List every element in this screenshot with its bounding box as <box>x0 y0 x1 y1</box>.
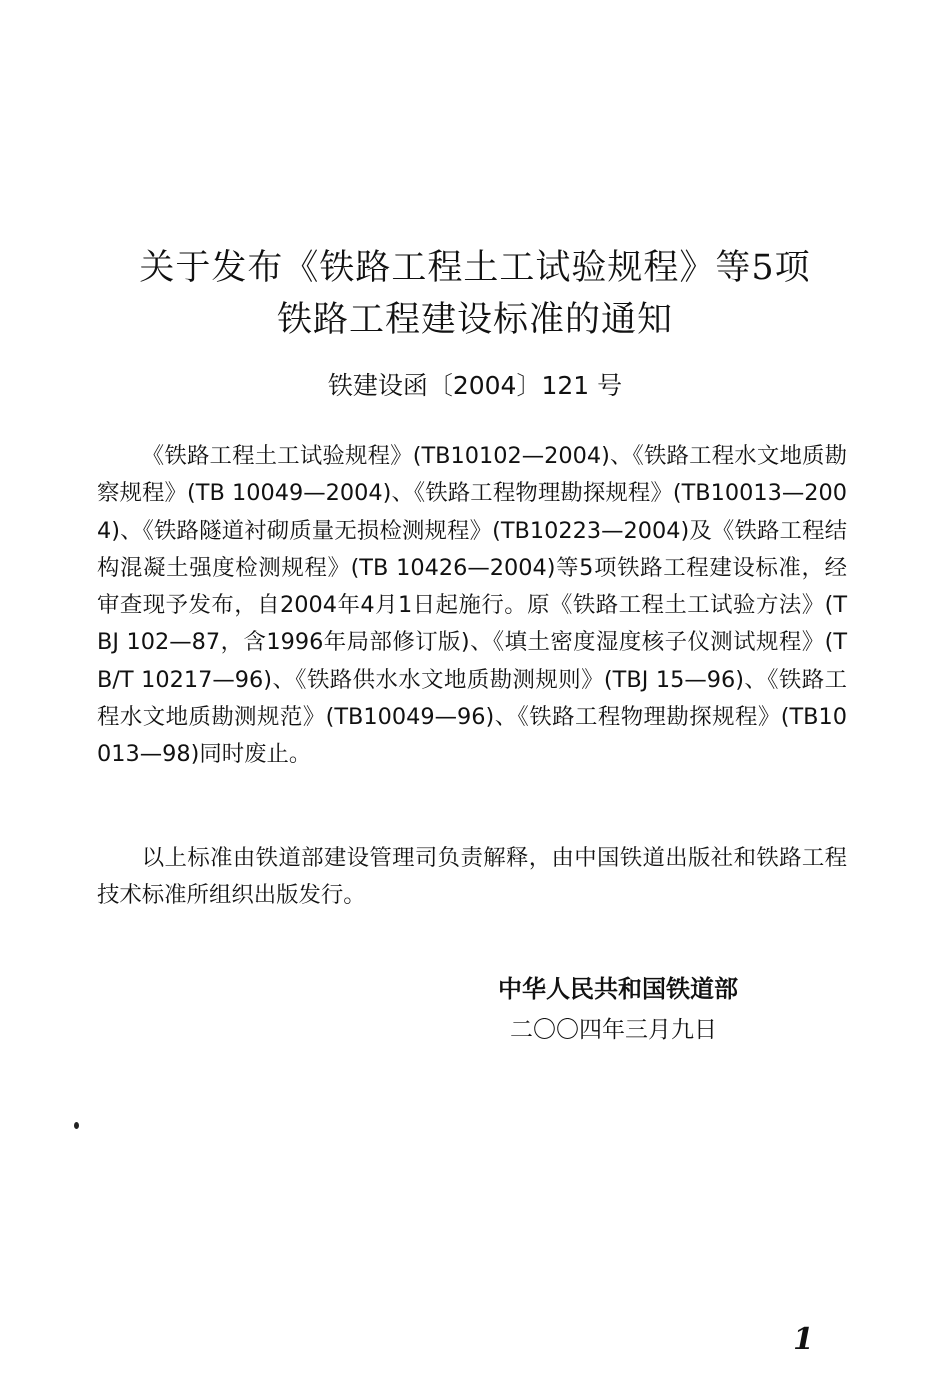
scan-speck-mark <box>74 1122 79 1129</box>
issue-date: 二〇〇四年三月九日 <box>510 1017 717 1043</box>
notice-title-line-2: 铁路工程建设标准的通知 <box>276 300 673 340</box>
notice-title-line-1: 关于发布《铁路工程土工试验规程》等5项 <box>139 248 811 288</box>
body-paragraph-1: 《铁路工程土工试验规程》(TB10102—2004)、《铁路工程水文地质勘察规程》(TB 10049—2004)、《铁路工程物理勘探规程》(TB10013—2004)、《铁路隧道衬砌质量无损检测规程》(TB10223—2004)及《铁路工程结构混凝土强度检测规程》(TB 10426—2004)等5项铁路工程建设标准，经审查现予发布，自2004年4月1日起施行。原《铁路工程土工试验方法》(TBJ 102—87，含1996年局部修订版)、《填土密度湿度核子仪测试规程》(TB/T 10217—96)、《铁路供水水文地质勘测规则》(TBJ 15—96)、《铁路工程水文地质勘测规范》(TB10049—96)、《铁路工程物理勘探规程》(TB10013—98)同时废止。 <box>97 443 847 768</box>
page-number: 1 <box>793 1322 814 1357</box>
document-number: 铁建设函〔2004〕121 号 <box>327 371 623 400</box>
body-paragraph-2: 以上标准由铁道部建设管理司负责解释，由中国铁道出版社和铁路工程技术标准所组织出版发行。 <box>97 845 847 909</box>
issuing-authority: 中华人民共和国铁道部 <box>498 975 738 1003</box>
